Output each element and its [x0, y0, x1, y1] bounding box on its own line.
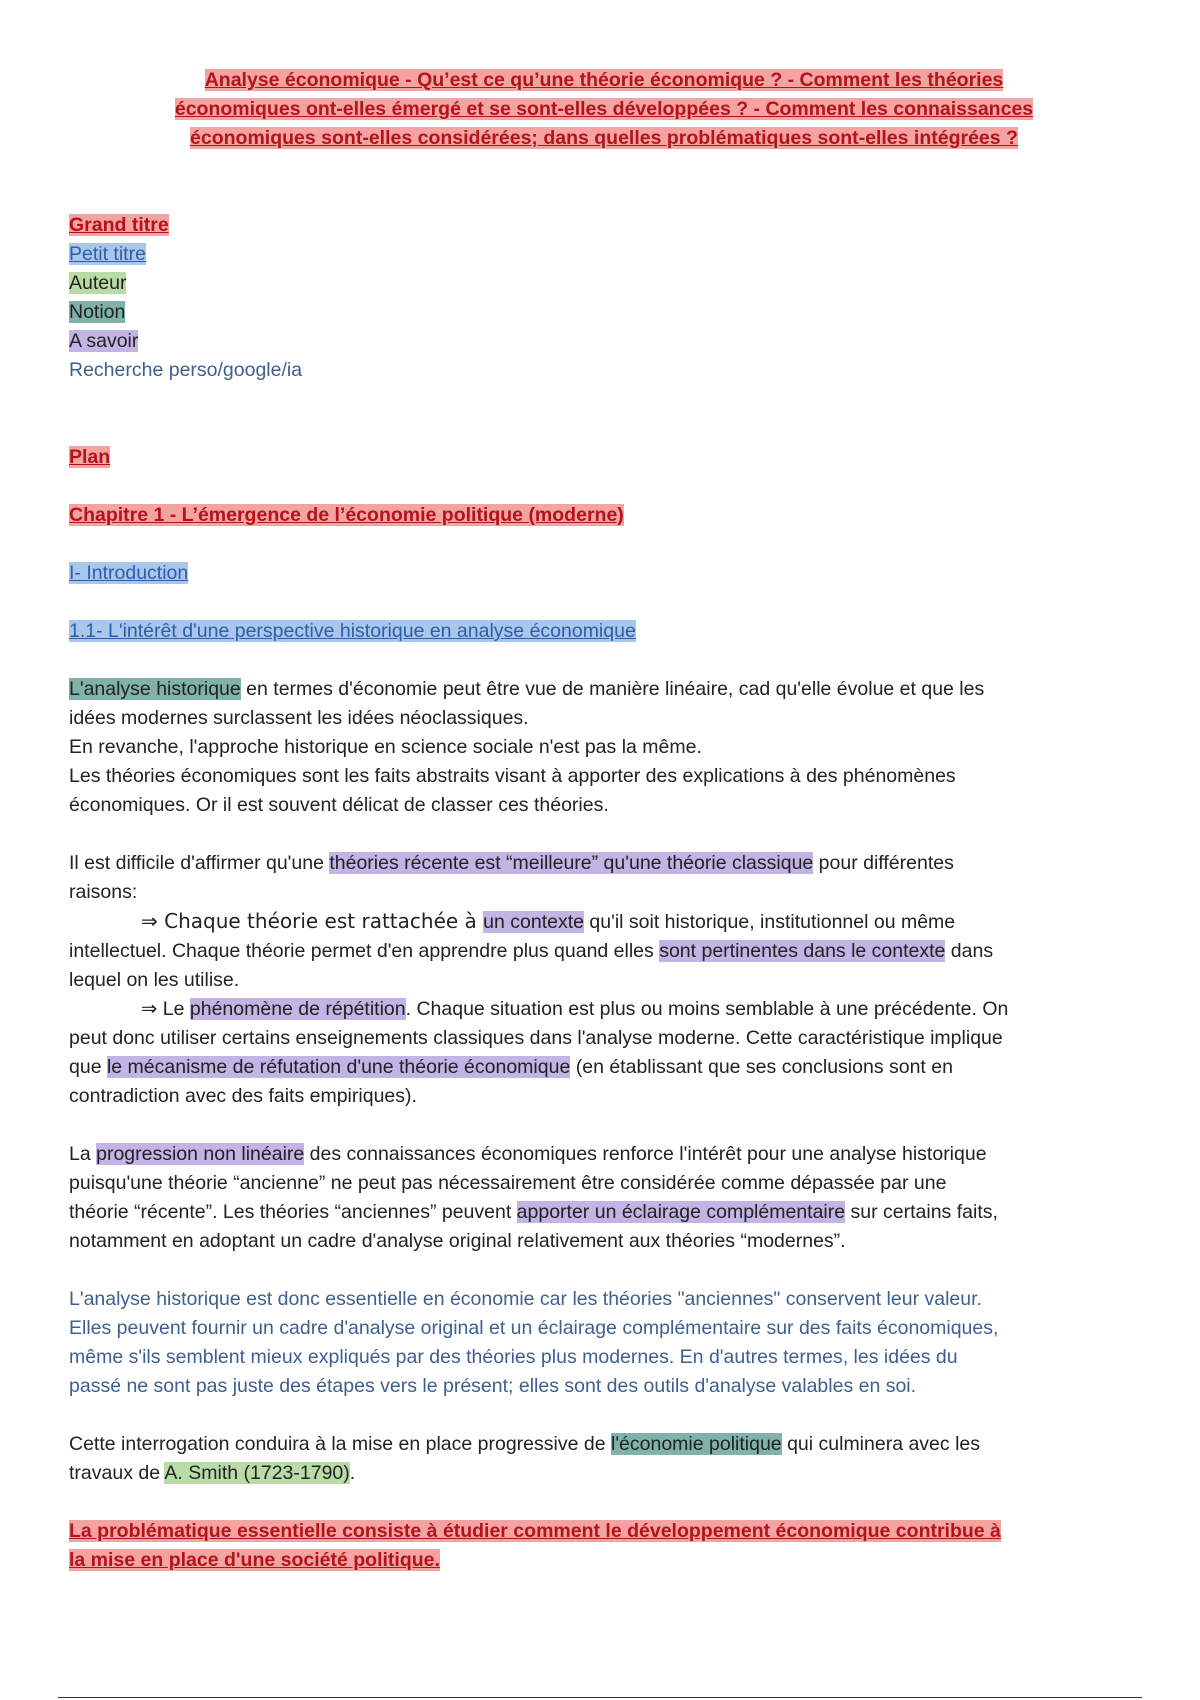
- bullet2-line3: que: [69, 1056, 107, 1078]
- conclusion-line-1: La problématique essentielle consiste à étudier comment le développement économique contribue à: [69, 1520, 1001, 1542]
- para2-line-2: raisons:: [69, 881, 138, 903]
- asavoir-refutation: le mécanisme de réfutation d'une théorie économique: [106, 1056, 571, 1078]
- asavoir-eclairage: apporter un éclairage complémentaire: [516, 1201, 846, 1223]
- para3-line3: théorie “récente”. Les théories “anciennes” peuvent: [69, 1201, 517, 1223]
- para1-line-4: Les théories économiques sont les faits abstraits visant à apporter des explications à des phénomènes: [69, 765, 956, 787]
- bullet2-line4: contradiction avec des faits empiriques).: [69, 1085, 417, 1107]
- para3-line-4: notamment en adoptant un cadre d'analyse original relativement aux théories “modernes”.: [69, 1230, 846, 1252]
- bullet1-text: Chaque théorie est rattachée à: [157, 909, 484, 933]
- subsection-heading: 1.1- L'intérêt d'une perspective historique en analyse économique: [69, 620, 636, 642]
- bullet2-text-end: . Chaque situation est plus ou moins semblable à une précédente. On: [405, 998, 1009, 1020]
- document-content: [69, 66, 1139, 1575]
- bullet1-line2: intellectuel. Chaque théorie permet d'en apprendre plus quand elles: [69, 940, 660, 962]
- para2-text-end: pour différentes: [813, 852, 954, 874]
- para5-text-end: qui culminera avec les: [781, 1433, 980, 1455]
- arrow-icon: ⇒: [141, 998, 158, 1020]
- asavoir-progression: progression non linéaire: [96, 1143, 305, 1165]
- para1-text: en termes d'économie peut être vue de manière linéaire, cad qu'elle évolue et que les: [240, 678, 985, 700]
- para5-text: Cette interrogation conduira à la mise en place progressive de: [69, 1433, 611, 1455]
- chapter-heading: Chapitre 1 - L’émergence de l’économie politique (moderne): [69, 504, 624, 526]
- plan-heading: Plan: [69, 446, 111, 468]
- bullet2-text: Le: [157, 998, 190, 1020]
- legend-petit-titre: Petit titre: [69, 243, 146, 265]
- title-line-2: économiques ont-elles émergé et se sont-elles développées ? - Comment les connaissances: [174, 98, 1034, 120]
- paragraph-1: [69, 675, 1139, 820]
- asavoir-pertinentes: sont pertinentes dans le contexte: [659, 940, 946, 962]
- para3-line3-end: sur certains faits,: [845, 1201, 998, 1223]
- para1-line-3: En revanche, l'approche historique en science sociale n'est pas la même.: [69, 736, 702, 758]
- title-line-1: Analyse économique - Qu’est ce qu’une théorie économique ? - Comment les théories: [204, 69, 1004, 91]
- notion-economie-politique: l'économie politique: [610, 1433, 782, 1455]
- para1-line-5: économiques. Or il est souvent délicat de classer ces théories.: [69, 794, 609, 816]
- para4-line-1: L'analyse historique est donc essentielle en économie car les théories "anciennes" conservent leur valeur.: [69, 1288, 982, 1310]
- paragraph-3: [69, 1140, 1139, 1256]
- bullet1-line2-end: dans: [945, 940, 994, 962]
- bullet2-line3-end: (en établissant que ses conclusions sont en: [570, 1056, 953, 1078]
- paragraph-2: [69, 849, 1139, 1111]
- arrow-icon: ⇒: [141, 909, 158, 933]
- bullet1-line3: lequel on les utilise.: [69, 969, 240, 991]
- para5-line2-end: .: [349, 1462, 356, 1484]
- page-bottom-divider: [58, 1697, 1142, 1698]
- conclusion-line-2: la mise en place d'une société politique.: [69, 1549, 440, 1571]
- asavoir-theorie-recente: théories récente est “meilleure” qu'une théorie classique: [329, 852, 814, 874]
- legend-a-savoir: A savoir: [69, 330, 139, 352]
- asavoir-phenomene-repetition: phénomène de répétition: [189, 998, 406, 1020]
- para3-line-2: puisqu'une théorie “ancienne” ne peut pas nécessairement être considérée comme dépassée par une: [69, 1172, 947, 1194]
- para4-line-2: Elles peuvent fournir un cadre d'analyse original et un éclairage complémentaire sur des faits économiques,: [69, 1317, 999, 1339]
- legend-auteur: Auteur: [69, 272, 127, 294]
- legend-recherche: Recherche perso/google/ia: [69, 359, 303, 381]
- author-smith: A. Smith (1723-1790): [164, 1462, 350, 1484]
- bullet1-text-end: qu'il soit historique, institutionnel ou même: [583, 911, 956, 933]
- notion-analyse-historique: L'analyse historique: [69, 678, 241, 700]
- section-heading-introduction: I- Introduction: [69, 562, 189, 584]
- para5-line2: travaux de: [69, 1462, 165, 1484]
- para1-line-2: idées modernes surclassent les idées néoclassiques.: [69, 707, 529, 729]
- para2-text: Il est difficile d'affirmer qu'une: [69, 852, 330, 874]
- para3-text: La: [69, 1143, 97, 1165]
- title-line-3: économiques sont-elles considérées; dans quelles problématiques sont-elles intégrées ?: [190, 127, 1018, 149]
- para4-line-3: même s'ils semblent mieux expliqués par des théories plus modernes. En d'autres termes, les idées du: [69, 1346, 958, 1368]
- paragraph-5: [69, 1430, 1139, 1488]
- legend-grand-titre: Grand titre: [69, 214, 169, 236]
- paragraph-4-recherche: [69, 1285, 1139, 1401]
- para4-line-4: passé ne sont pas juste des étapes vers le présent; elles sont des outils d'analyse valables en soi.: [69, 1375, 917, 1397]
- asavoir-un-contexte: un contexte: [483, 911, 584, 933]
- color-legend: [69, 211, 1139, 385]
- bullet2-line2: peut donc utiliser certains enseignements classiques dans l'analyse moderne. Cette caractéristique implique: [69, 1027, 1003, 1049]
- document-title: [55, 66, 1153, 153]
- para3-text-end: des connaissances économiques renforce l'intérêt pour une analyse historique: [304, 1143, 987, 1165]
- conclusion-problematique: [69, 1517, 1139, 1575]
- legend-notion: Notion: [69, 301, 126, 323]
